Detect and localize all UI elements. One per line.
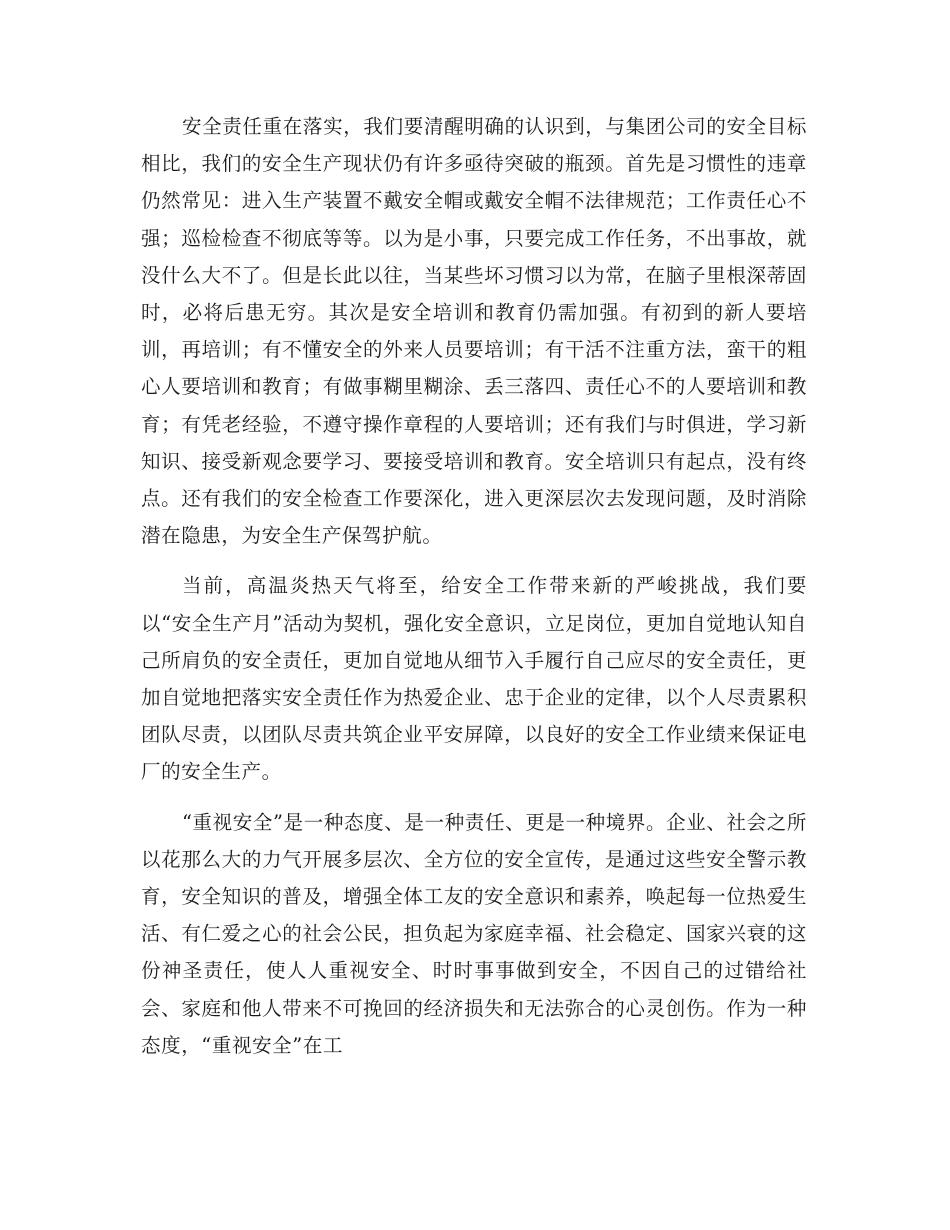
document-body (141, 108, 807, 1077)
paragraph-safety-responsibility: 安全责任重在落实，我们要清醒明确的认识到，与集团公司的安全目标相比，我们的安全生产现状仍有许多亟待突破的瓶颈。首先是习惯性的违章仍然常见：进入生产装置不戴安全帽或戴安全帽不法律规范；工作责任心不强；巡检检查不彻底等等。以为是小事，只要完成工作任务，不出事故，就没什么大不了。但是长此以往，当某些坏习惯习以为常，在脑子里根深蒂固时，必将后患无穷。其次是安全培训和教育仍需加强。有初到的新人要培训，再培训；有不懂安全的外来人员要培训；有干活不注重方法，蛮干的粗心人要培训和教育；有做事糊里糊涂、丢三落四、责任心不的人要培训和教育；有凭老经验，不遵守操作章程的人要培训；还有我们与时俱进，学习新知识、接受新观念要学习、要接受培训和教育。安全培训只有起点，没有终点。还有我们的安全检查工作要深化，进入更深层次去发现问题，及时消除潜在隐患，为安全生产保驾护航。 (141, 115, 807, 548)
paragraph-safety-month: 当前，高温炎热天气将至，给安全工作带来新的严峻挑战，我们要以“安全生产月”活动为契机，强化安全意识，立足岗位，更加自觉地认知自己所肩负的安全责任，更加自觉地从细节入手履行自己应尽的安全责任，更加自觉地把落实安全责任作为热爱企业、忠于企业的定律，以个人尽责累积团队尽责，以团队尽责共筑企业平安屏障，以良好的安全工作业绩来保证电厂的安全生产。 (141, 574, 807, 784)
paragraph-value-safety: “重视安全”是一种态度、是一种责任、更是一种境界。企业、社会之所以花那么大的力气开展多层次、全方位的安全宣传，是通过这些安全警示教育，安全知识的普及，增强全体工友的安全意识和素养，唤起每一位热爱生活、有仁爱之心的社会公民，担负起为家庭幸福、社会稳定、国家兴衰的这份神圣责任，使人人重视安全、时时事事做到安全，不因自己的过错给社会、家庭和他人带来不可挽回的经济损失和无法弥合的心灵创伤。作为一种态度，“重视安全”在工 (141, 810, 807, 1057)
